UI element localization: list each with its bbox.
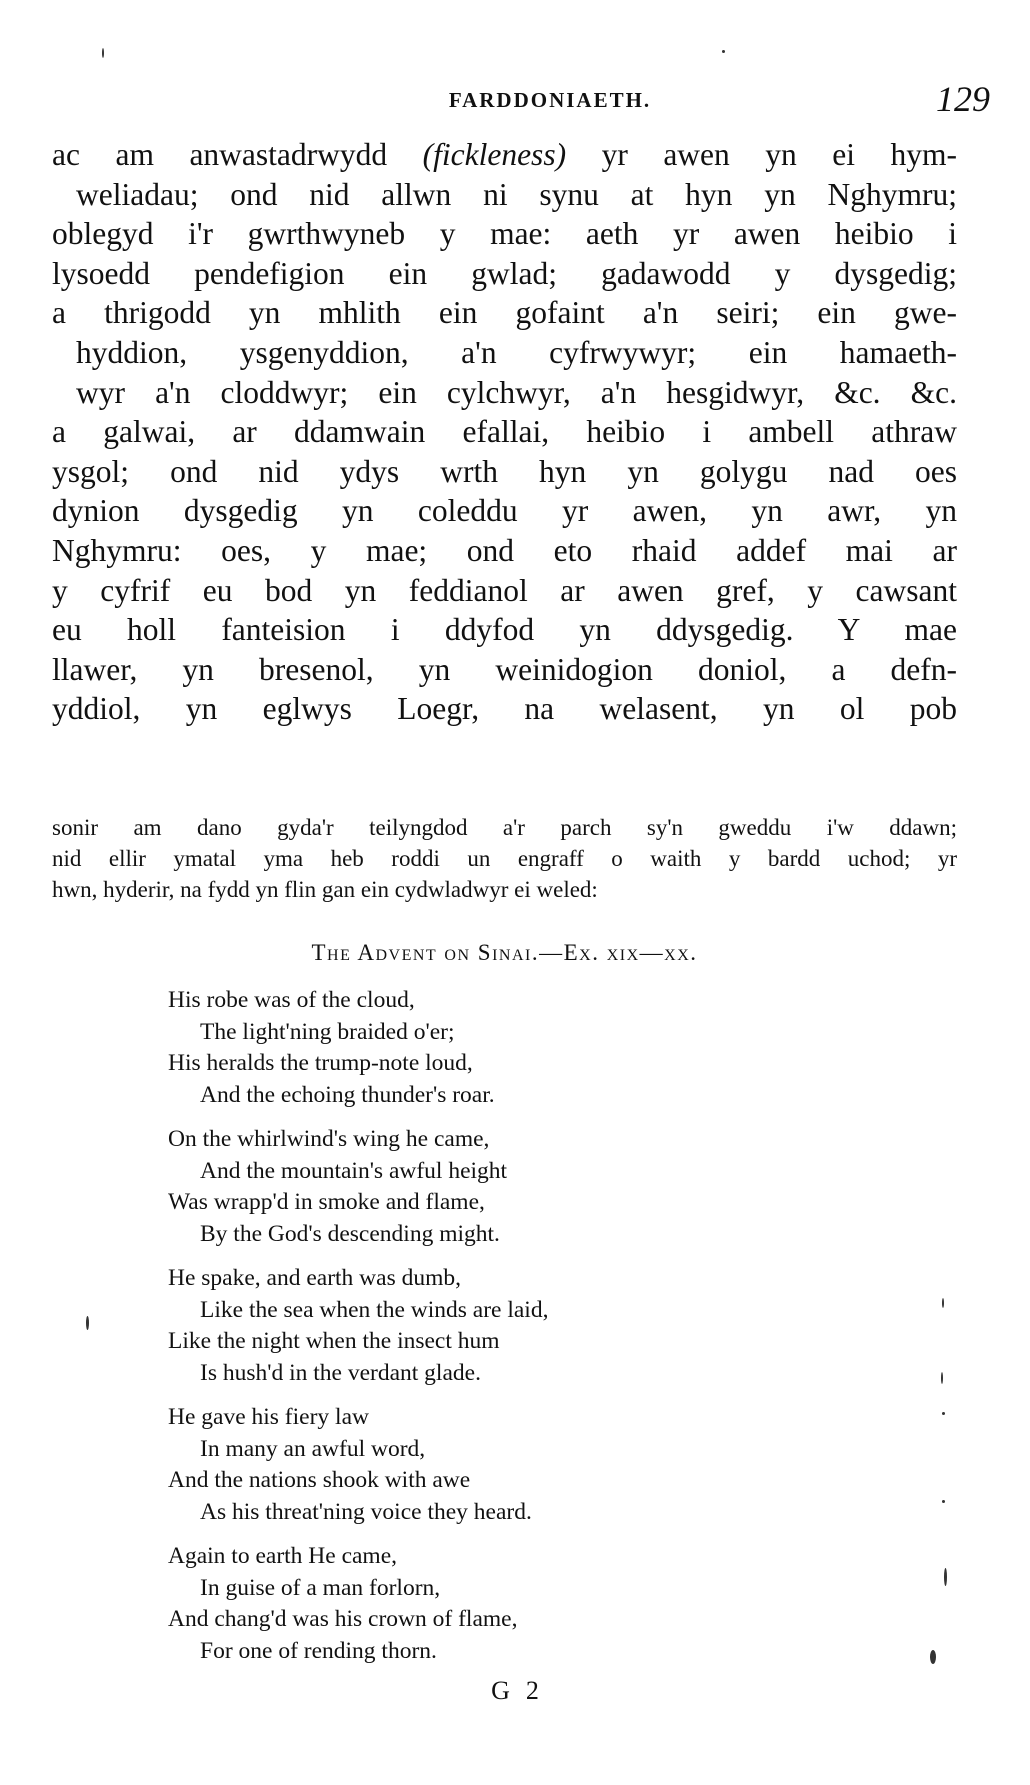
poem <box>168 985 868 1680</box>
verse-line: His heralds the trump-note loud, <box>168 1050 473 1076</box>
verse-line: Again to earth He came, <box>168 1543 398 1569</box>
signature-letter: G <box>491 1676 510 1705</box>
verse-line: Like the night when the insect hum <box>168 1328 500 1354</box>
page-header <box>50 78 990 118</box>
verse-line: His robe was of the cloud, <box>168 987 415 1013</box>
verse-line: In many an awful word, <box>200 1435 426 1462</box>
print-speck <box>942 1412 945 1415</box>
footnote <box>52 812 957 905</box>
text-line: yddiol, yn eglwys Loegr, na welasent, yn ol pob <box>52 691 957 727</box>
text-line: y cyfrif eu bod yn feddianol ar awen gref, y cawsant <box>52 572 957 608</box>
text-line: hyddion, ysgenyddion, a'n cyfrwywyr; ein hamaeth- <box>76 334 957 370</box>
text-line: lysoedd pendefigion ein gwlad; gadawodd y dysgedig; <box>52 255 957 291</box>
verse-line: In guise of a man forlorn, <box>200 1574 441 1601</box>
footnote-line: nid ellir ymatal yma heb roddi un engraff o waith y bardd uchod; yr <box>52 846 957 871</box>
verse-line: For one of rending thorn. <box>200 1637 437 1664</box>
stanza <box>168 1541 868 1667</box>
print-speck <box>722 50 725 53</box>
print-speck <box>102 48 104 58</box>
text-line: oblegyd i'r gwrthwyneb y mae: aeth yr awen heibio i <box>52 216 957 252</box>
verse-line: As his threat'ning voice they heard. <box>200 1498 532 1525</box>
verse-line: By the God's descending might. <box>200 1220 500 1247</box>
verse-line: And the echoing thunder's roar. <box>200 1081 495 1108</box>
page-number: 129 <box>936 79 990 119</box>
italic-term: (fickleness) <box>422 137 567 172</box>
verse-line: On the whirlwind's wing he came, <box>168 1126 490 1152</box>
verse-line: And chang'd was his crown of flame, <box>168 1606 518 1632</box>
print-speck <box>942 1298 944 1308</box>
stanza <box>168 1124 868 1250</box>
signature-number: 2 <box>525 1676 539 1705</box>
verse-line: Is hush'd in the verdant glade. <box>200 1359 481 1386</box>
verse-line: Was wrapp'd in smoke and flame, <box>168 1189 485 1215</box>
verse-line: Like the sea when the winds are laid, <box>200 1296 549 1323</box>
print-speck <box>941 1372 943 1384</box>
stanza <box>168 1263 868 1389</box>
text-line: llawer, yn bresenol, yn weinidogion doniol, a defn- <box>52 651 957 687</box>
text-line: weliadau; ond nid allwn ni synu at hyn yn Nghymru; <box>76 176 957 212</box>
verse-line: He spake, and earth was dumb, <box>168 1265 462 1291</box>
stanza <box>168 985 868 1111</box>
stanza <box>168 1402 868 1528</box>
text-line: a thrigodd yn mhlith ein gofaint a'n seiri; ein gwe- <box>52 295 957 331</box>
print-speck <box>86 1316 89 1330</box>
text-line: dynion dysgedig yn coleddu yr awen, yn awr, yn <box>52 493 957 529</box>
verse-line: And the mountain's awful height <box>200 1157 508 1184</box>
footnote-line: hwn, hyderir, na fydd yn flin gan ein cydwladwyr ei weled: <box>52 877 598 902</box>
text-line: Nghymru: oes, y mae; ond eto rhaid addef mai ar <box>52 532 957 568</box>
print-speck <box>942 1500 945 1503</box>
print-speck <box>930 1650 936 1664</box>
running-title: FARDDONIAETH. <box>448 88 652 112</box>
text-line: ysgol; ond nid ydys wrth hyn yn golygu nad oes <box>52 453 957 489</box>
footnote-line: sonir am dano gyda'r teilyngdod a'r parch sy'n gweddu i'w ddawn; <box>52 815 957 840</box>
poem-title: The Advent on Sinai.—Ex. xix—xx. <box>311 940 698 965</box>
text-line: ac am anwastadrwydd (fickleness) yr awen yn ei hym- <box>52 137 957 172</box>
verse-line: The light'ning braided o'er; <box>200 1018 455 1045</box>
verse-line: And the nations shook with awe <box>168 1467 471 1493</box>
text-line: wyr a'n cloddwyr; ein cylchwyr, a'n hesgidwyr, &c. &c. <box>76 374 957 410</box>
print-speck <box>944 1568 947 1586</box>
text-line: a galwai, ar ddamwain efallai, heibio i ambell athraw <box>52 414 957 450</box>
signature-mark <box>0 1676 1030 1706</box>
verse-line: He gave his fiery law <box>168 1404 369 1430</box>
main-paragraph <box>52 135 957 729</box>
text-line: eu holl fanteision i ddyfod yn ddysgedig. Y mae <box>52 612 957 648</box>
